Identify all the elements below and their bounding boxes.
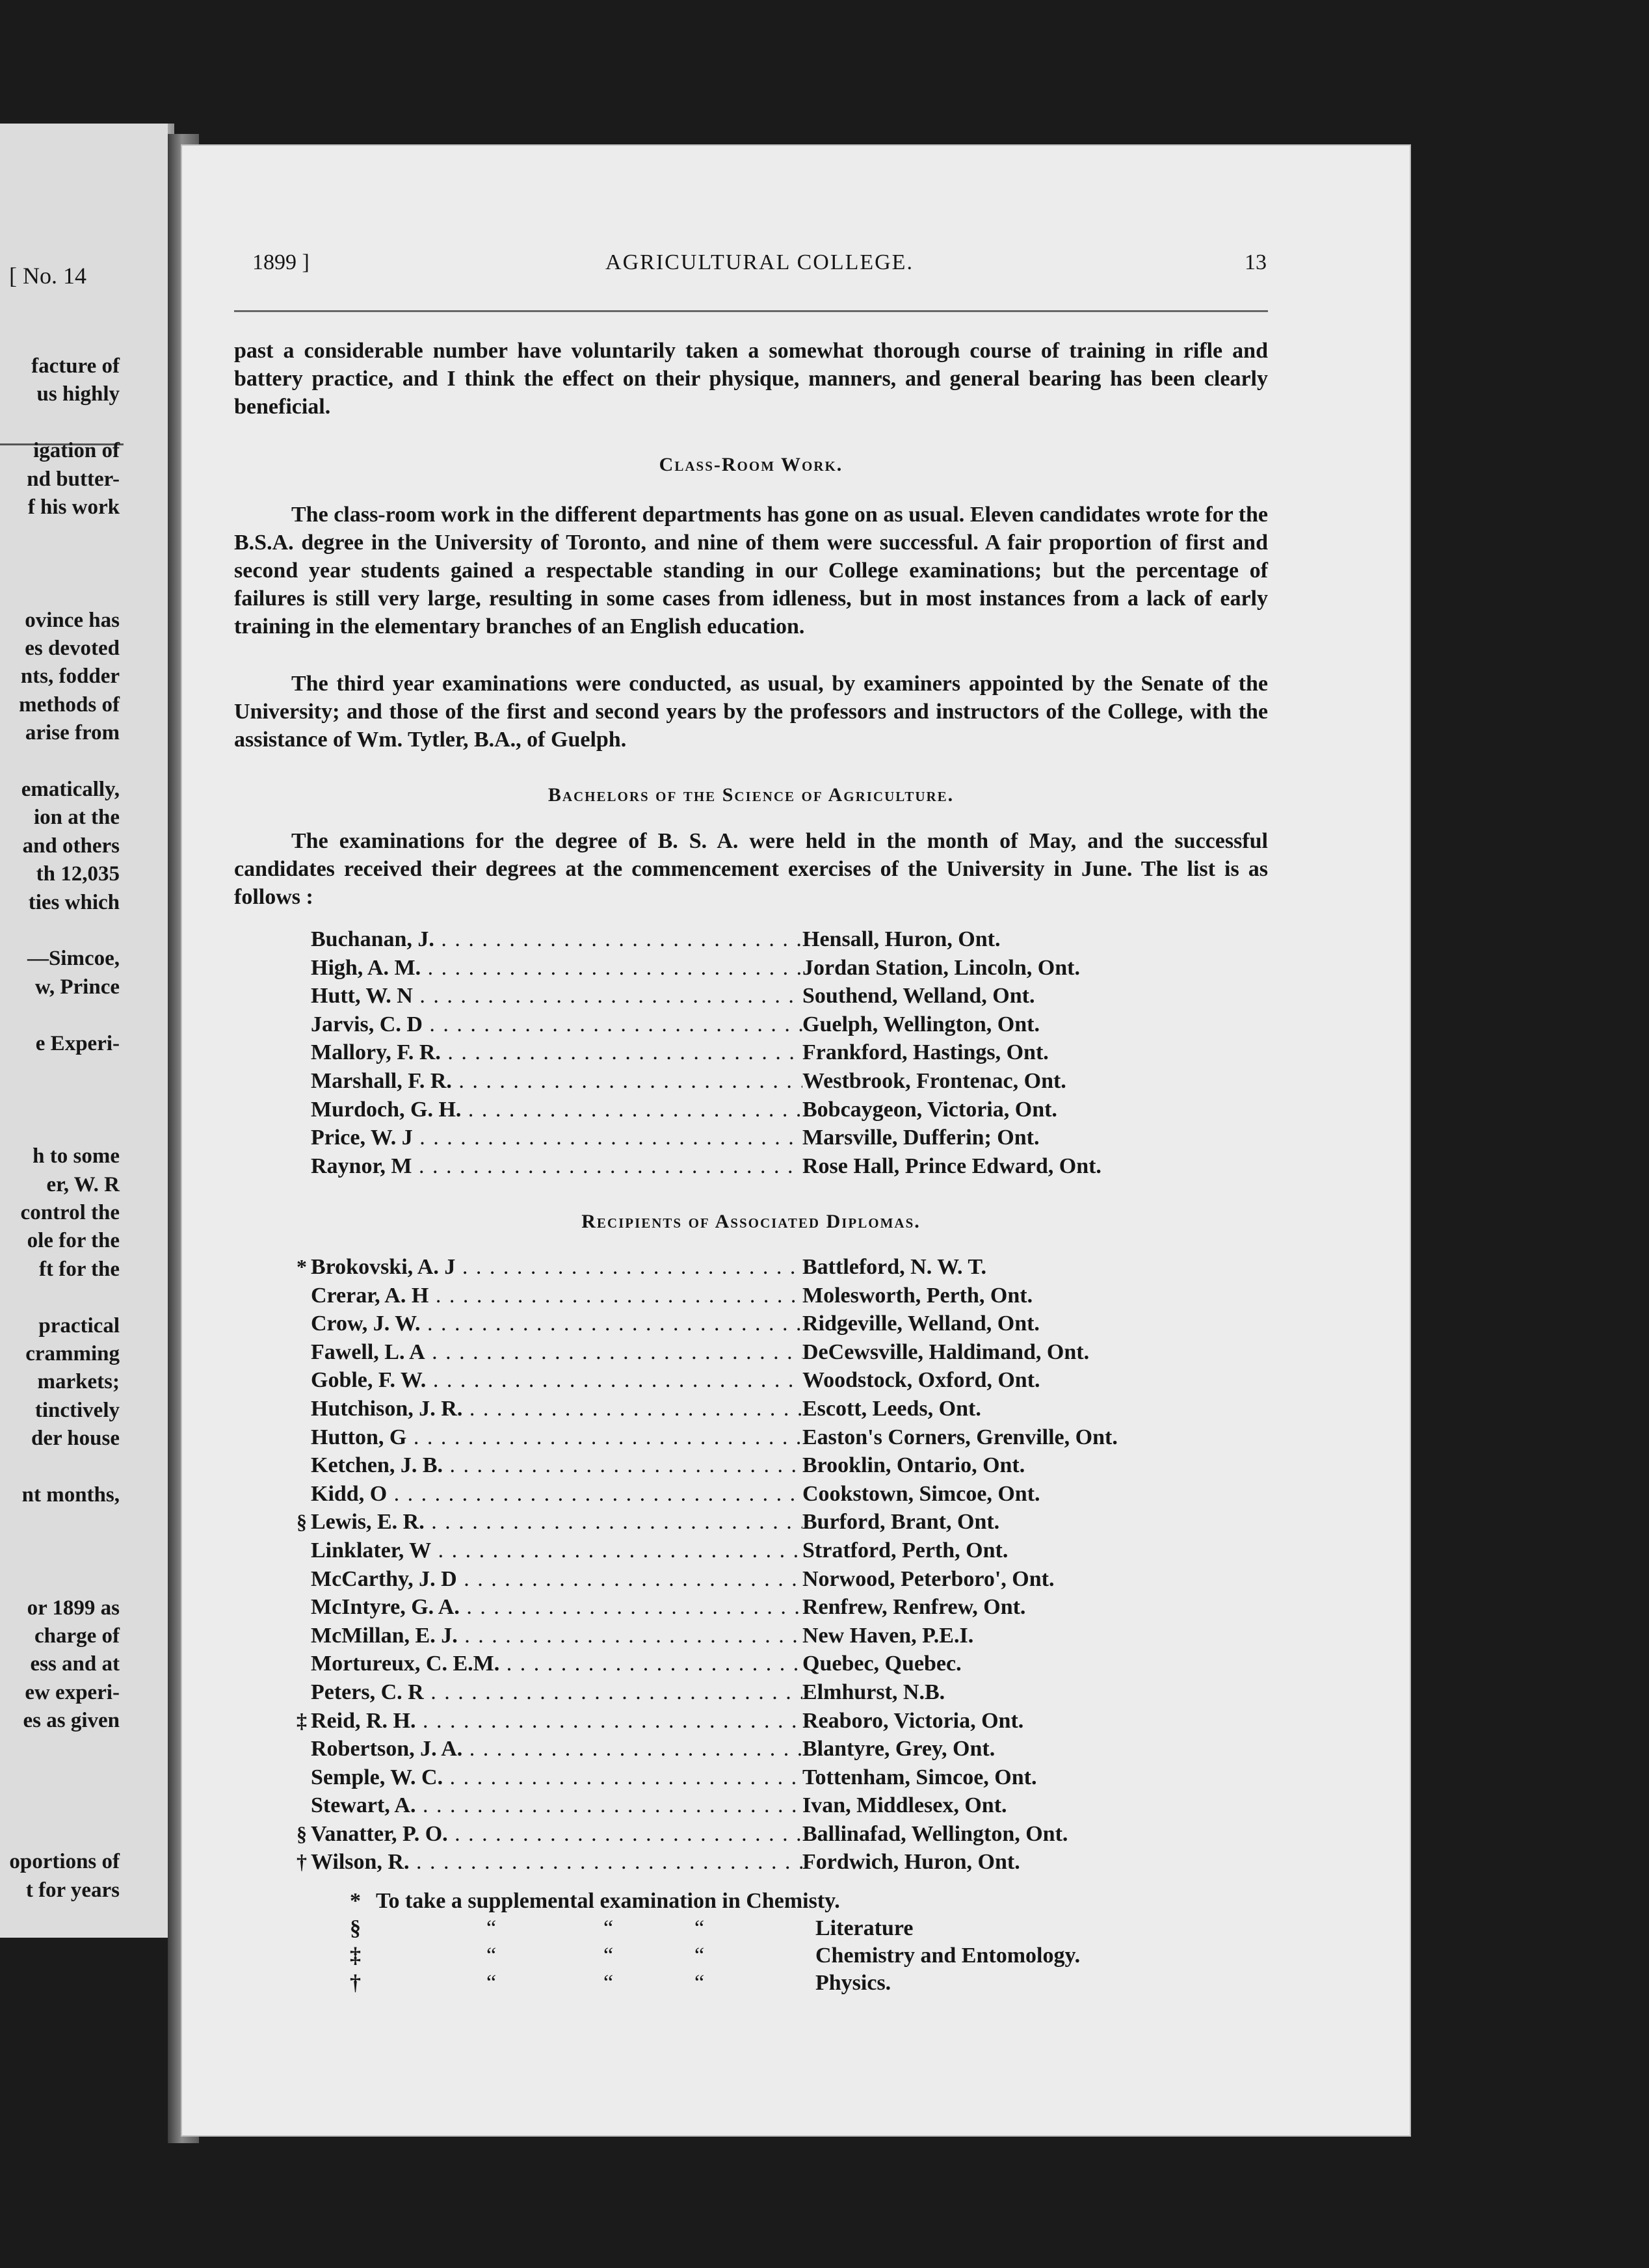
ditto-mark: “: [486, 1944, 497, 1968]
person-place: Rose Hall, Prince Edward, Ont.: [802, 1154, 1102, 1178]
person-place: Ballinafad, Wellington, Ont.: [802, 1821, 1068, 1846]
footnotes: [350, 1889, 1260, 1998]
left-page-line: t for years: [25, 1878, 120, 1902]
left-page-line: ole for the: [27, 1229, 120, 1253]
person-place: DeCewsville, Haldimand, Ont.: [802, 1339, 1090, 1364]
person-place: New Haven, P.E.I.: [802, 1623, 974, 1648]
person-place: Woodstock, Oxford, Ont.: [802, 1368, 1040, 1393]
ditto-mark: “: [486, 1971, 497, 1995]
person-place: Elmhurst, N.B.: [802, 1680, 945, 1704]
left-page-line: and others: [22, 834, 120, 858]
footnote-mark: §: [297, 1510, 307, 1534]
person-name: Price, W. J . . .: [311, 1126, 802, 1150]
person-place: Westbrook, Frontenac, Ont.: [802, 1068, 1066, 1093]
person-name: Brokovski, A. J . . .: [311, 1255, 802, 1280]
left-page-line: f his work: [27, 495, 120, 519]
header-rule: [234, 310, 1268, 312]
person-name: Lewis, E. R. . . .: [311, 1510, 802, 1535]
person-name: Marshall, F. R. . . .: [311, 1069, 802, 1094]
ditto-mark: “: [694, 1916, 705, 1940]
class-room-heading: Class-Room Work.: [659, 454, 843, 475]
left-page-line: ion at the: [34, 806, 120, 830]
left-page-line: practical: [38, 1313, 120, 1338]
left-page-line: ft for the: [38, 1257, 120, 1281]
footnote-symbol: *: [350, 1889, 361, 1913]
left-page-line: es devoted: [25, 637, 120, 660]
left-page-line: igation of: [33, 439, 120, 463]
ditto-mark: “: [603, 1944, 614, 1968]
footnote-mark: §: [297, 1821, 307, 1845]
person-place: Bobcaygeon, Victoria, Ont.: [802, 1097, 1057, 1122]
person-place: Ridgeville, Welland, Ont.: [802, 1312, 1040, 1336]
footnote-symbol: §: [350, 1916, 361, 1940]
running-head: [252, 250, 1267, 280]
person-place: Brooklin, Ontario, Ont.: [802, 1453, 1025, 1478]
person-name: Robertson, J. A. . . .: [311, 1737, 802, 1761]
ditto-mark: “: [603, 1971, 614, 1995]
person-name: Vanatter, P. O. . . .: [311, 1822, 802, 1847]
left-page-line: e Experi-: [35, 1031, 120, 1055]
left-page-line: th 12,035: [36, 862, 120, 886]
ditto-mark: “: [694, 1944, 705, 1968]
main-page: [181, 144, 1411, 2137]
left-page-line: methods of: [19, 692, 120, 717]
person-place: Easton's Corners, Grenville, Ont.: [802, 1425, 1118, 1449]
ditto-mark: “: [603, 1916, 614, 1940]
person-place: Ivan, Middlesex, Ont.: [802, 1793, 1007, 1818]
person-place: Battleford, N. W. T.: [802, 1255, 987, 1279]
page-number: 13: [1245, 250, 1267, 274]
person-name: Kidd, O . . .: [311, 1482, 802, 1507]
person-name: McCarthy, J. D . . .: [311, 1567, 802, 1592]
left-page-header: [ No. 14: [9, 263, 86, 289]
person-name: McIntyre, G. A. . . .: [311, 1595, 802, 1620]
class-room-paragraph-1: The class-room work in the different departments has gone on as usual. Eleven candidates wrote for the B.S.A. degree in the University of Toronto, and nine of them were successful. A fair proportion of first and second year students gained a respectable standing in our College examinations; but the percentage of failures is still very large, resulting in some cases from idleness, but in most instances from a lack of early training in the elementary branches of an English education.: [234, 503, 1268, 639]
class-room-paragraph-2: The third year examinations were conducted, as usual, by examiners appointed by the Senate of the University; and those of the first and second years by the professors and instructors of the College, with the assistance of Wm. Tytler, B.A., of Guelph.: [234, 672, 1268, 752]
person-name: Hutchison, J. R. . . .: [311, 1397, 802, 1421]
intro-paragraph: past a considerable number have voluntarily taken a somewhat thorough course of training in rifle and battery practice, and I think the effect on their physique, manners, and general bearing has been clearly beneficial.: [234, 339, 1268, 419]
left-page-line: h to some: [33, 1144, 120, 1168]
person-place: Frankford, Hastings, Ont.: [802, 1040, 1049, 1065]
left-page-line: ovince has: [25, 608, 120, 632]
person-name: Crerar, A. H . . .: [311, 1284, 802, 1308]
left-page-line: tinctively: [34, 1398, 120, 1422]
person-name: Reid, R. H. . . .: [311, 1709, 802, 1734]
footnote-symbol: †: [350, 1971, 361, 1995]
left-page-line: der house: [31, 1427, 120, 1451]
person-place: Norwood, Peterboro', Ont.: [802, 1566, 1055, 1591]
person-place: Renfrew, Renfrew, Ont.: [802, 1595, 1026, 1620]
left-page-line: ew experi-: [25, 1680, 120, 1704]
left-page-line: oportions of: [9, 1850, 120, 1874]
person-name: Peters, C. R . . .: [311, 1680, 802, 1705]
person-name: Wilson, R. . . .: [311, 1850, 802, 1875]
running-head-year: 1899 ]: [252, 250, 310, 274]
person-place: Reaboro, Victoria, Ont.: [802, 1708, 1024, 1733]
left-page-line: markets;: [37, 1370, 120, 1394]
diplomas-heading: Recipients of Associated Diplomas.: [581, 1211, 921, 1232]
person-place: Stratford, Perth, Ont.: [802, 1538, 1009, 1563]
person-place: Burford, Brant, Ont.: [802, 1510, 1000, 1535]
person-name: Linklater, W . . .: [311, 1538, 802, 1563]
left-page-line: arise from: [25, 721, 120, 745]
footnote-row: [350, 1916, 1260, 1944]
ditto-mark: “: [694, 1971, 705, 1995]
footnote-symbol: ‡: [350, 1944, 361, 1968]
left-facing-page: [0, 124, 174, 1938]
person-name: Mortureux, C. E.M. . . .: [311, 1652, 802, 1676]
bachelors-heading: Bachelors of the Science of Agriculture.: [547, 784, 955, 806]
left-page-line: cramming: [25, 1342, 120, 1365]
person-place: Jordan Station, Lincoln, Ont.: [802, 955, 1080, 980]
person-place: Escott, Leeds, Ont.: [802, 1396, 981, 1421]
footnote-row: [350, 1971, 1260, 1998]
ditto-mark: “: [486, 1916, 497, 1940]
footnote-text: To take a supplemental examination in Chemisty.: [376, 1889, 840, 1913]
left-page-line: nts, fodder: [20, 665, 120, 689]
left-page-line: or 1899 as: [27, 1596, 120, 1620]
person-name: Murdoch, G. H. . . .: [311, 1098, 802, 1122]
person-name: Goble, F. W. . . .: [311, 1368, 802, 1393]
person-name: McMillan, E. J. . . .: [311, 1624, 802, 1648]
left-page-line: us highly: [36, 382, 120, 406]
person-place: Guelph, Wellington, Ont.: [802, 1012, 1040, 1036]
person-name: Semple, W. C. . . .: [311, 1765, 802, 1790]
person-name: Hutton, G . . .: [311, 1425, 802, 1450]
person-name: Mallory, F. R. . . .: [311, 1040, 802, 1065]
footnote-mark: *: [297, 1255, 307, 1278]
left-page-line: control the: [20, 1201, 120, 1224]
person-place: Tottenham, Simcoe, Ont.: [802, 1765, 1037, 1789]
left-page-line: nd butter-: [27, 467, 120, 491]
person-place: Molesworth, Perth, Ont.: [802, 1283, 1033, 1308]
person-name: Ketchen, J. B. . . .: [311, 1453, 802, 1478]
person-name: Hutt, W. N . . .: [311, 984, 802, 1009]
left-page-line: charge of: [34, 1624, 120, 1648]
left-page-line: w, Prince: [34, 975, 120, 999]
running-head-title: AGRICULTURAL COLLEGE.: [605, 250, 914, 274]
person-place: Blantyre, Grey, Ont.: [802, 1737, 996, 1761]
left-page-line: facture of: [31, 354, 120, 378]
person-place: Southend, Welland, Ont.: [802, 984, 1035, 1009]
left-page-line: ematically,: [21, 778, 120, 801]
footnote-subject: Physics.: [815, 1971, 891, 1995]
left-page-line: es as given: [23, 1709, 120, 1733]
left-page-line: ess and at: [30, 1652, 120, 1676]
footnote-mark: †: [297, 1850, 307, 1874]
bachelors-paragraph: The examinations for the degree of B. S. A. were held in the month of May, and the successful candidates received their degrees at the commencement exercises of the University in June. The list is as follows :: [234, 829, 1268, 909]
person-name: Jarvis, C. D . . .: [311, 1012, 802, 1037]
person-name: Buchanan, J. . . .: [311, 927, 802, 952]
left-page-line: nt months,: [21, 1483, 120, 1507]
person-name: High, A. M. . . .: [311, 956, 802, 981]
left-page-line: er, W. R: [46, 1172, 120, 1196]
footnote-row: [350, 1944, 1260, 1971]
footnote-row: [350, 1889, 1260, 1916]
footnote-subject: Literature: [815, 1916, 914, 1940]
person-place: Hensall, Huron, Ont.: [802, 927, 1001, 951]
person-place: Quebec, Quebec.: [802, 1652, 962, 1676]
person-name: Stewart, A. . . .: [311, 1793, 802, 1818]
person-place: Marsville, Dufferin; Ont.: [802, 1126, 1040, 1150]
person-name: Raynor, M . . .: [311, 1154, 802, 1179]
person-name: Crow, J. W. . . .: [311, 1312, 802, 1336]
footnote-mark: ‡: [297, 1708, 307, 1732]
left-page-line: ties which: [28, 890, 120, 914]
person-place: Fordwich, Huron, Ont.: [802, 1850, 1020, 1875]
person-name: Fawell, L. A . . .: [311, 1340, 802, 1365]
footnote-subject: Chemistry and Entomology.: [815, 1944, 1081, 1968]
person-place: Cookstown, Simcoe, Ont.: [802, 1481, 1040, 1506]
left-page-line: —Simcoe,: [27, 947, 120, 971]
